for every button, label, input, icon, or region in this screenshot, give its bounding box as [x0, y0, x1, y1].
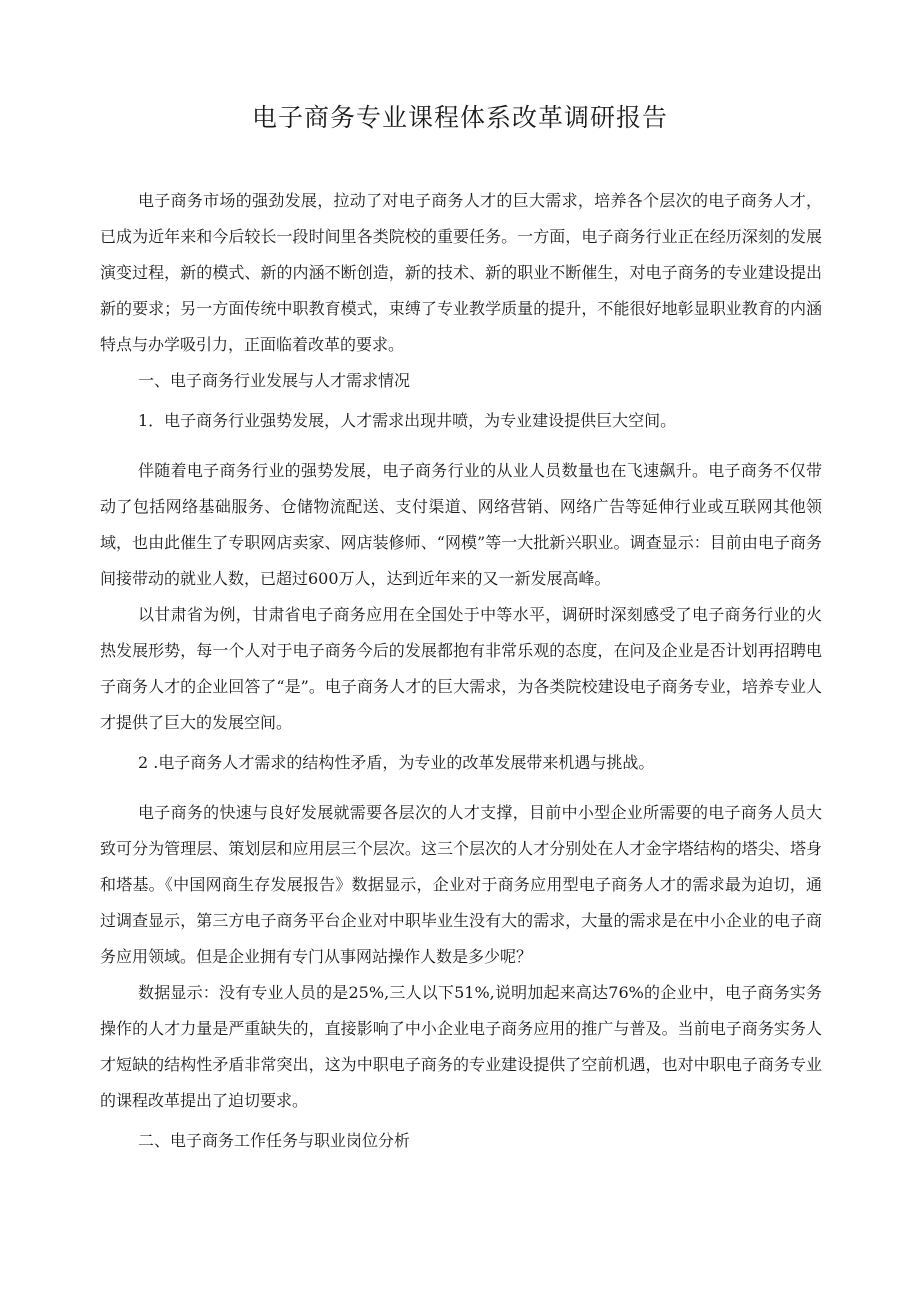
paragraph-gansu-example: 以甘肃省为例，甘肃省电子商务应用在全国处于中等水平，调研时深刻感受了电子商务行业的火热发展形势，每一个人对于电子商务今后的发展都抱有非常乐观的态度，在问及企业是否计划再招聘电子商务人才的企业回答了“是”。电子商务人才的巨大需求，为各类院校建设电子商务专业，培养专业人才提供了巨大的发展空间。	[100, 605, 822, 732]
section-heading-1: 一、电子商务行业发展与人才需求情况	[138, 371, 411, 390]
intro-paragraph: 电子商务市场的强劲发展，拉动了对电子商务人才的巨大需求，培养各个层次的电子商务人才，已成为近年来和今后较长一段时间里各类院校的重要任务。一方面，电子商务行业正在经历深刻的发展演变过程，新的模式、新的内涵不断创造，新的技术、新的职业不断催生，对电子商务的专业建设提出新的要求；另一方面传统中职教育模式，束缚了专业教学质量的提升，不能很好地彰显职业教育的内涵特点与办学吸引力，正面临着改革的要求。	[100, 191, 822, 354]
section-heading-2: 二、电子商务工作任务与职业岗位分析	[138, 1131, 411, 1150]
subsection-heading-1-1: 1．电子商务行业强势发展，人才需求出现井喷，为专业建设提供巨大空间。	[138, 411, 677, 430]
document-title: 电子商务专业课程体系改革调研报告	[251, 103, 668, 132]
paragraph-talent-structure: 电子商务的快速与良好发展就需要各层次的人才支撑，目前中小型企业所需要的电子商务人员大致可分为管理层、策划层和应用层三个层次。这三个层次的人才分别处在人才金字塔结构的塔尖、塔身和塔基。《中国网商生存发展报告》数据显示，企业对于商务应用型电子商务人才的需求最为迫切，通过调查显示，第三方电子商务平台企业对中职毕业生没有大的需求，大量的需求是在中小企业的电子商务应用领域。但是企业拥有专门从事网站操作人数是多少呢？	[100, 803, 822, 966]
paragraph-data-statistics: 数据显示：没有专业人员的是25%,三人以下51%,说明加起来高达76%的企业中，电子商务实务操作的人才力量是严重缺失的，直接影响了中小企业电子商务应用的推广与普及。当前电子商务实务人才短缺的结构性矛盾非常突出，这为中职电子商务的专业建设提供了空前机遇，也对中职电子商务专业的课程改革提出了迫切要求。	[100, 983, 822, 1110]
document-body	[100, 183, 822, 1159]
subsection-heading-1-2: 2 .电子商务人才需求的结构性矛盾，为专业的改革发展带来机遇与挑战。	[138, 753, 655, 772]
paragraph-industry-growth: 伴随着电子商务行业的强势发展，电子商务行业的从业人员数量也在飞速飙升。电子商务不仅带动了包括网络基础服务、仓储物流配送、支付渠道、网络营销、网络广告等延伸行业或互联网其他领域，也由此催生了专职网店卖家、网店装修师、“网模”等一大批新兴职业。调查显示：目前由电子商务间接带动的就业人数，已超过600万人，达到近年来的又一新发展高峰。	[100, 461, 822, 588]
